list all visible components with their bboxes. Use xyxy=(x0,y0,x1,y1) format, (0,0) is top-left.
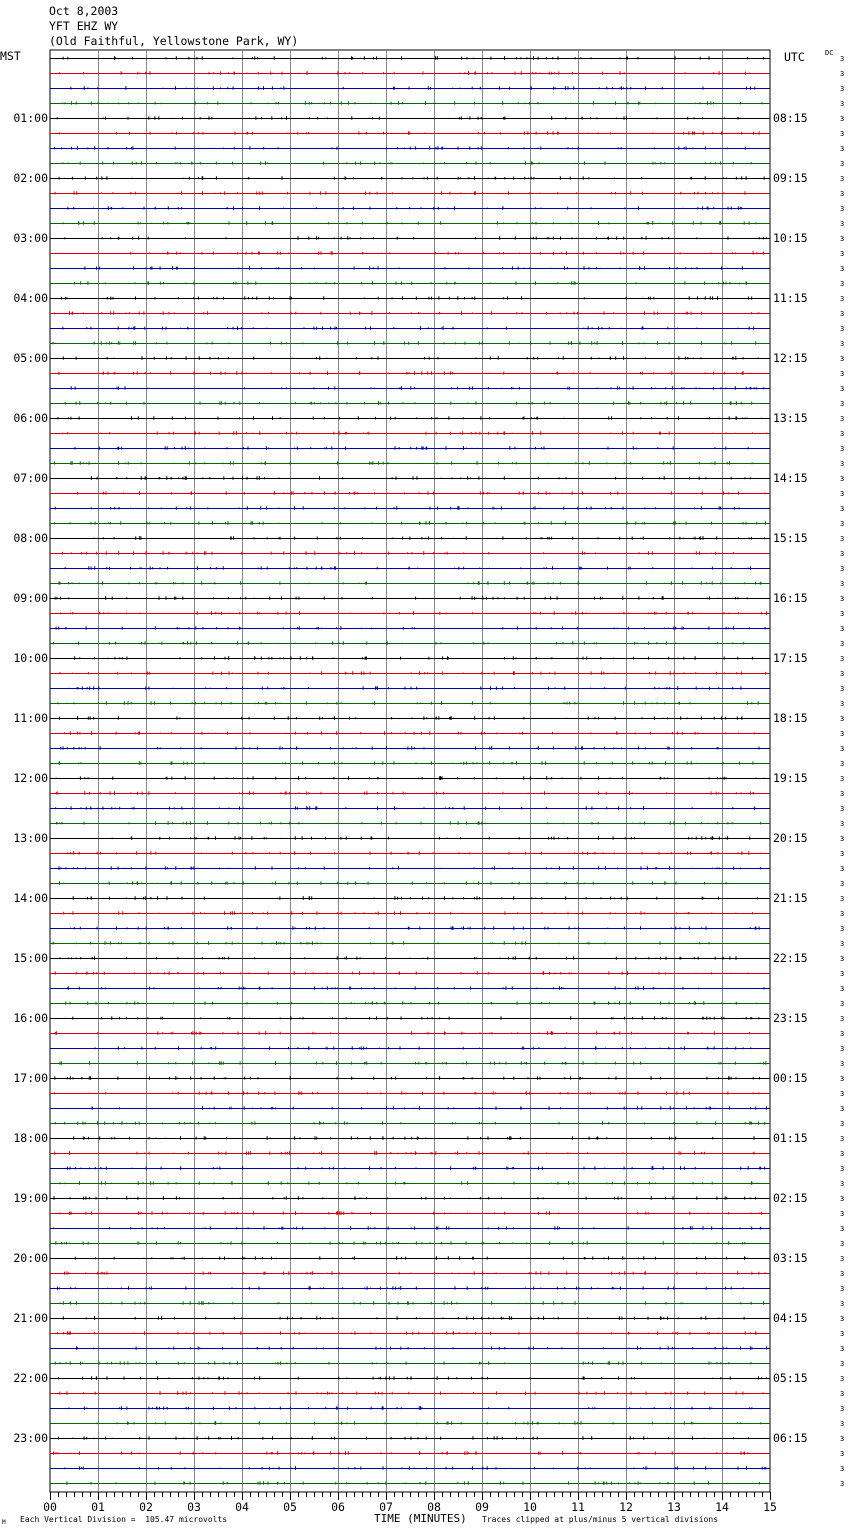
dc-offset-value: 3 xyxy=(840,100,845,108)
dc-offset-value: 3 xyxy=(840,160,845,168)
x-tick-label: 08 xyxy=(427,1500,441,1514)
dc-offset-value: 3 xyxy=(840,325,845,333)
dc-offset-value: 3 xyxy=(840,1195,845,1203)
dc-offset-value: 3 xyxy=(840,1435,845,1443)
dc-offset-value: 3 xyxy=(840,820,845,828)
dc-offset-value: 3 xyxy=(840,295,845,303)
dc-offset-value: 3 xyxy=(840,55,845,63)
mst-hour-label: 13:00 xyxy=(13,831,48,845)
dc-offset-value: 3 xyxy=(840,1285,845,1293)
utc-hour-label: 08:15 xyxy=(773,111,808,125)
dc-offset-value: 3 xyxy=(840,595,845,603)
dc-offset-value: 3 xyxy=(840,505,845,513)
mst-hour-label: 12:00 xyxy=(13,771,48,785)
dc-offset-value: 3 xyxy=(840,115,845,123)
dc-offset-value: 3 xyxy=(840,985,845,993)
mst-hour-label: 23:00 xyxy=(13,1431,48,1445)
dc-offset-value: 3 xyxy=(840,760,845,768)
dc-offset-value: 3 xyxy=(840,1210,845,1218)
dc-offset-value: 3 xyxy=(840,970,845,978)
dc-offset-value: 3 xyxy=(840,265,845,273)
dc-offset-value: 3 xyxy=(840,940,845,948)
dc-offset-value: 3 xyxy=(840,1090,845,1098)
dc-offset-value: 3 xyxy=(840,1390,845,1398)
dc-offset-value: 3 xyxy=(840,250,845,258)
dc-offset-value: 3 xyxy=(840,1375,845,1383)
mst-hour-label: 07:00 xyxy=(13,471,48,485)
x-tick-label: 07 xyxy=(379,1500,393,1514)
x-tick-label: 03 xyxy=(187,1500,201,1514)
dc-offset-value: 3 xyxy=(840,730,845,738)
dc-offset-value: 3 xyxy=(840,1240,845,1248)
utc-hour-label: 00:15 xyxy=(773,1071,808,1085)
x-tick-label: 01 xyxy=(91,1500,105,1514)
dc-offset-value: 3 xyxy=(840,745,845,753)
mst-hour-label: 19:00 xyxy=(13,1191,48,1205)
station-code: YFT EHZ WY xyxy=(49,19,119,33)
dc-offset-value: 3 xyxy=(840,790,845,798)
dc-offset-value: 3 xyxy=(840,1360,845,1368)
dc-offset-value: 3 xyxy=(840,490,845,498)
mst-hour-label: 21:00 xyxy=(13,1311,48,1325)
dc-offset-value: 3 xyxy=(840,355,845,363)
dc-offset-value: 3 xyxy=(840,1105,845,1113)
mst-hour-label: 09:00 xyxy=(13,591,48,605)
utc-hour-label: 22:15 xyxy=(773,951,808,965)
x-tick-label: 11 xyxy=(571,1500,585,1514)
dc-offset-value: 3 xyxy=(840,1420,845,1428)
utc-hour-label: 23:15 xyxy=(773,1011,808,1025)
utc-hour-label: 09:15 xyxy=(773,171,808,185)
dc-offset-value: 3 xyxy=(840,400,845,408)
utc-hour-label: 04:15 xyxy=(773,1311,808,1325)
dc-offset-value: 3 xyxy=(840,775,845,783)
left-timezone-label: MST xyxy=(0,49,21,63)
dc-offset-value: 3 xyxy=(840,460,845,468)
dc-offset-value: 3 xyxy=(840,475,845,483)
dc-offset-value: 3 xyxy=(840,1165,845,1173)
dc-offset-value: 3 xyxy=(840,70,845,78)
dc-offset-value: 3 xyxy=(840,1405,845,1413)
corner-mark: M xyxy=(2,1519,6,1526)
dc-offset-value: 3 xyxy=(840,1030,845,1038)
utc-hour-label: 10:15 xyxy=(773,231,808,245)
dc-offset-value: 3 xyxy=(840,1060,845,1068)
utc-hour-label: 12:15 xyxy=(773,351,808,365)
dc-offset-value: 3 xyxy=(840,610,845,618)
utc-hour-label: 18:15 xyxy=(773,711,808,725)
dc-offset-value: 3 xyxy=(840,1270,845,1278)
dc-offset-value: 3 xyxy=(840,625,845,633)
mst-hour-label: 04:00 xyxy=(13,291,48,305)
dc-offset-value: 3 xyxy=(840,655,845,663)
dc-offset-value: 3 xyxy=(840,130,845,138)
mst-hour-label: 18:00 xyxy=(13,1131,48,1145)
x-tick-label: 09 xyxy=(475,1500,489,1514)
dc-offset-value: 3 xyxy=(840,220,845,228)
dc-offset-value: 3 xyxy=(840,640,845,648)
dc-offset-value: 3 xyxy=(840,310,845,318)
dc-offset-value: 3 xyxy=(840,1465,845,1473)
dc-offset-header: DC xyxy=(825,49,834,57)
mst-hour-label: 15:00 xyxy=(13,951,48,965)
mst-hour-label: 10:00 xyxy=(13,651,48,665)
dc-offset-value: 3 xyxy=(840,1180,845,1188)
utc-hour-label: 05:15 xyxy=(773,1371,808,1385)
dc-offset-value: 3 xyxy=(840,145,845,153)
x-tick-label: 00 xyxy=(43,1500,57,1514)
x-tick-label: 05 xyxy=(283,1500,297,1514)
utc-hour-label: 02:15 xyxy=(773,1191,808,1205)
mst-hour-label: 20:00 xyxy=(13,1251,48,1265)
x-tick-label: 13 xyxy=(667,1500,681,1514)
dc-offset-value: 3 xyxy=(840,430,845,438)
dc-offset-value: 3 xyxy=(840,1075,845,1083)
recording-date: Oct 8,2003 xyxy=(49,4,119,18)
mst-hour-label: 08:00 xyxy=(13,531,48,545)
mst-hour-label: 06:00 xyxy=(13,411,48,425)
mst-hour-label: 03:00 xyxy=(13,231,48,245)
dc-offset-value: 3 xyxy=(840,340,845,348)
dc-offset-value: 3 xyxy=(840,880,845,888)
dc-offset-value: 3 xyxy=(840,175,845,183)
dc-offset-value: 3 xyxy=(840,1015,845,1023)
right-timezone-label: UTC xyxy=(784,50,805,64)
dc-offset-value: 3 xyxy=(840,385,845,393)
mst-hour-label: 05:00 xyxy=(13,351,48,365)
dc-offset-value: 3 xyxy=(840,370,845,378)
dc-offset-value: 3 xyxy=(840,85,845,93)
dc-offset-value: 3 xyxy=(840,415,845,423)
dc-offset-value: 3 xyxy=(840,1225,845,1233)
utc-hour-label: 11:15 xyxy=(773,291,808,305)
dc-offset-value: 3 xyxy=(840,205,845,213)
mst-hour-label: 14:00 xyxy=(13,891,48,905)
dc-offset-value: 3 xyxy=(840,1300,845,1308)
utc-hour-label: 19:15 xyxy=(773,771,808,785)
dc-offset-value: 3 xyxy=(840,670,845,678)
utc-hour-label: 03:15 xyxy=(773,1251,808,1265)
dc-offset-value: 3 xyxy=(840,520,845,528)
dc-offset-value: 3 xyxy=(840,1120,845,1128)
x-axis-title: TIME (MINUTES) xyxy=(374,1512,467,1525)
dc-offset-value: 3 xyxy=(840,580,845,588)
x-tick-label: 12 xyxy=(619,1500,633,1514)
x-tick-label: 10 xyxy=(523,1500,537,1514)
dc-offset-value: 3 xyxy=(840,925,845,933)
dc-offset-value: 3 xyxy=(840,700,845,708)
dc-offset-value: 3 xyxy=(840,805,845,813)
dc-offset-value: 3 xyxy=(840,1315,845,1323)
dc-offset-value: 3 xyxy=(840,1480,845,1488)
dc-offset-value: 3 xyxy=(840,1150,845,1158)
utc-hour-label: 01:15 xyxy=(773,1131,808,1145)
dc-offset-value: 3 xyxy=(840,535,845,543)
dc-offset-value: 3 xyxy=(840,1045,845,1053)
dc-offset-value: 3 xyxy=(840,685,845,693)
station-location: (Old Faithful, Yellowstone Park, WY) xyxy=(49,34,299,48)
scale-note: Each Vertical Division = 105.47 microvolts xyxy=(20,1515,228,1524)
x-tick-label: 15 xyxy=(763,1500,777,1514)
dc-offset-value: 3 xyxy=(840,910,845,918)
dc-offset-value: 3 xyxy=(840,955,845,963)
dc-offset-value: 3 xyxy=(840,895,845,903)
utc-hour-label: 13:15 xyxy=(773,411,808,425)
clip-note: Traces clipped at plus/minus 5 vertical divisions xyxy=(482,1515,719,1524)
utc-hour-label: 15:15 xyxy=(773,531,808,545)
dc-offset-value: 3 xyxy=(840,1450,845,1458)
dc-offset-value: 3 xyxy=(840,235,845,243)
utc-hour-label: 14:15 xyxy=(773,471,808,485)
utc-hour-label: 20:15 xyxy=(773,831,808,845)
dc-offset-value: 3 xyxy=(840,865,845,873)
dc-offset-value: 3 xyxy=(840,1255,845,1263)
mst-hour-label: 02:00 xyxy=(13,171,48,185)
x-tick-label: 06 xyxy=(331,1500,345,1514)
mst-hour-label: 01:00 xyxy=(13,111,48,125)
dc-offset-value: 3 xyxy=(840,715,845,723)
x-tick-label: 02 xyxy=(139,1500,153,1514)
dc-offset-value: 3 xyxy=(840,850,845,858)
mst-hour-label: 22:00 xyxy=(13,1371,48,1385)
utc-hour-label: 17:15 xyxy=(773,651,808,665)
dc-offset-value: 3 xyxy=(840,445,845,453)
dc-offset-value: 3 xyxy=(840,565,845,573)
utc-hour-label: 21:15 xyxy=(773,891,808,905)
dc-offset-value: 3 xyxy=(840,1345,845,1353)
mst-hour-label: 11:00 xyxy=(13,711,48,725)
mst-hour-label: 17:00 xyxy=(13,1071,48,1085)
utc-hour-label: 16:15 xyxy=(773,591,808,605)
dc-offset-value: 3 xyxy=(840,835,845,843)
dc-offset-value: 3 xyxy=(840,1330,845,1338)
dc-offset-value: 3 xyxy=(840,1135,845,1143)
utc-hour-label: 06:15 xyxy=(773,1431,808,1445)
dc-offset-value: 3 xyxy=(840,280,845,288)
dc-offset-value: 3 xyxy=(840,190,845,198)
plot-frame xyxy=(50,50,770,1492)
dc-offset-value: 3 xyxy=(840,1000,845,1008)
dc-offset-value: 3 xyxy=(840,550,845,558)
x-tick-label: 04 xyxy=(235,1500,249,1514)
mst-hour-label: 16:00 xyxy=(13,1011,48,1025)
x-tick-label: 14 xyxy=(715,1500,729,1514)
